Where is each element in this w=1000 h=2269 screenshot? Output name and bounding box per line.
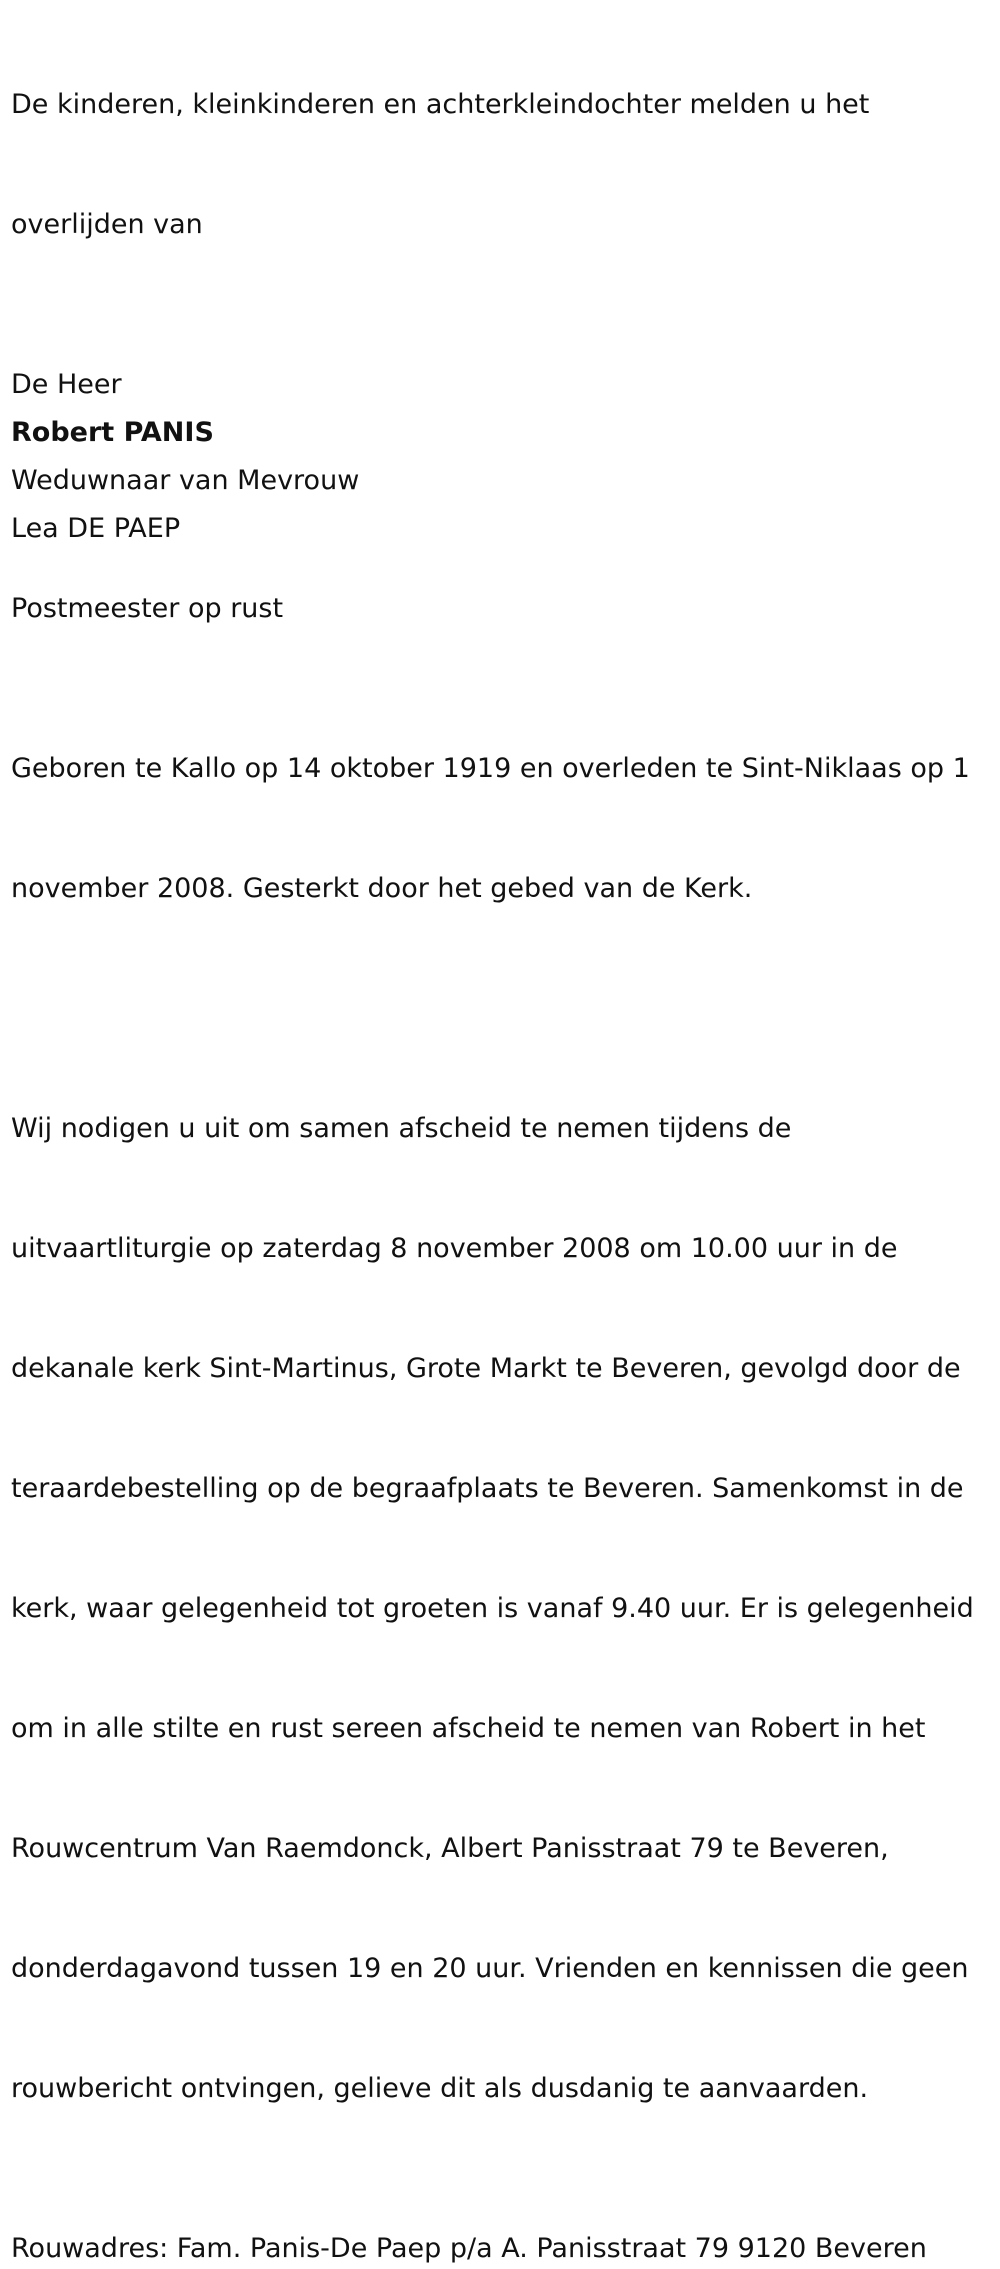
invitation-line: teraardebestelling op de begraafplaats te Beveren. Samenkomst in de [11, 1473, 964, 1504]
intro-line: overlijden van [11, 209, 203, 240]
obituary-document [11, 5, 976, 2269]
invitation-paragraph [11, 1029, 976, 2189]
invitation-line: kerk, waar gelegenheid tot groeten is vanaf 9.40 uur. Er is gelegenheid [11, 1593, 974, 1624]
invitation-line: Rouwcentrum Van Raemdonck, Albert Panisstraat 79 te Beveren, [11, 1833, 889, 1864]
profession: Postmeester op rust [11, 593, 284, 624]
invitation-line: donderdagavond tussen 19 en 20 uur. Vrienden en kennissen die geen [11, 1953, 969, 1984]
intro-line: De kinderen, kleinkinderen en achterkleindochter melden u het [11, 89, 870, 120]
mourning-address: Rouwadres: Fam. Panis-De Paep p/a A. Panisstraat 79 9120 Beveren [11, 2233, 927, 2264]
birth-death-paragraph [11, 669, 976, 989]
intro-paragraph [11, 5, 976, 325]
invitation-line: rouwbericht ontvingen, gelieve dit als dusdanig te aanvaarden. [11, 2073, 869, 2104]
deceased-name: Robert PANIS [11, 417, 214, 448]
birth-death-line: Geboren te Kallo op 14 oktober 1919 en overleden te Sint-Niklaas op 1 [11, 753, 970, 784]
birth-death-line: november 2008. Gesterkt door het gebed van de Kerk. [11, 873, 753, 904]
salutation: De Heer [11, 369, 122, 400]
invitation-line: Wij nodigen u uit om samen afscheid te nemen tijdens de [11, 1113, 792, 1144]
spouse-line: Weduwnaar van Mevrouw [11, 465, 360, 496]
invitation-line: om in alle stilte en rust sereen afscheid te nemen van Robert in het [11, 1713, 926, 1744]
invitation-line: dekanale kerk Sint-Martinus, Grote Markt te Beveren, gevolgd door de [11, 1353, 961, 1384]
spouse-name: Lea DE PAEP [11, 513, 181, 544]
invitation-line: uitvaartliturgie op zaterdag 8 november 2008 om 10.00 uur in de [11, 1233, 898, 1264]
